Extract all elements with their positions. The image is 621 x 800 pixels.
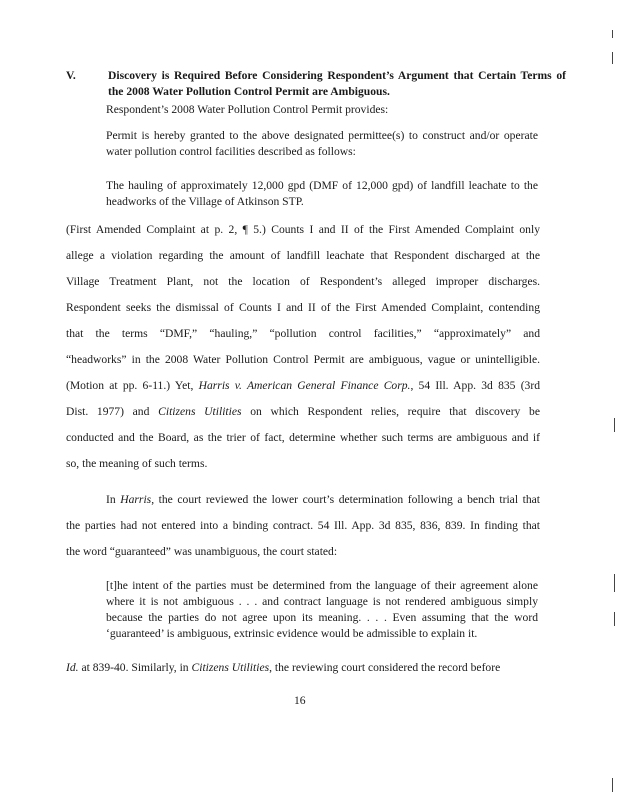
permit-intro: Respondent’s 2008 Water Pollution Control Permit provides: [106, 103, 389, 116]
final-mid: at 839-40. Similarly, in [78, 661, 192, 674]
para1-line-7 [66, 378, 540, 394]
citizens-utilities-final: Citizens Utilities [191, 661, 270, 674]
para1-line-2: allege a violation regarding the amount of landfill leachate that Respondent discharged at the [66, 249, 540, 262]
citizens-rest: on which Respondent relies, require that discovery be [241, 405, 540, 418]
para2-line-2: the parties had not entered into a binding contract. 54 Ill. App. 3d 835, 836, 839. In finding that [66, 519, 540, 532]
para1-line-9: conducted and the Board, as the trier of fact, determine whether such terms are ambiguous and if [66, 431, 540, 444]
scan-mark [612, 30, 613, 38]
para1-line-8 [66, 404, 540, 420]
dist-text: Dist. 1977) and [66, 405, 159, 418]
id-cite: Id. [66, 661, 79, 674]
harris-short: Harris [120, 493, 152, 506]
section-heading [66, 68, 566, 100]
para1-line-4: Respondent seeks the dismissal of Counts I and II of the First Amended Complaint, contending [66, 301, 540, 314]
harris-case-name: Harris v. American General Finance Corp. [198, 379, 411, 392]
scan-mark [612, 52, 613, 64]
para2-line-1 [106, 492, 540, 508]
para2-line-3: the word “guaranteed” was unambiguous, the court stated: [66, 545, 338, 558]
section-number: V. [66, 69, 76, 82]
harris-cite: , 54 Ill. App. 3d 835 (3rd [410, 379, 541, 392]
para1-line-5: that the terms “DMF,” “hauling,” “pollution control facilities,” “approximately” and [66, 327, 540, 340]
para2-post: , the court reviewed the lower court’s determination following a bench trial that [151, 493, 541, 506]
scan-mark [614, 574, 615, 592]
permit-quote-2: The hauling of approximately 12,000 gpd (DMF of 12,000 gpd) of landfill leachate to the headworks of the Village of Atkinson STP. [106, 179, 538, 208]
para2-pre: In [106, 493, 121, 506]
final-rest: , the reviewing court considered the record before [269, 661, 501, 674]
motion-cite: (Motion at pp. 6-11.) Yet, [66, 379, 199, 392]
final-line [66, 660, 540, 676]
section-title: Discovery is Required Before Considering Respondent’s Argument that Certain Terms of the 2008 Water Pollution Control Permit are Ambiguous. [108, 69, 566, 98]
para1-line-10: so, the meaning of such terms. [66, 457, 208, 470]
scan-mark [614, 612, 615, 626]
para1-line-1: (First Amended Complaint at p. 2, ¶ 5.) Counts I and II of the First Amended Complaint only [66, 223, 540, 236]
para1-line-3: Village Treatment Plant, not the location of Respondent’s alleged improper discharges. [66, 275, 540, 288]
scan-mark [614, 418, 615, 432]
block-quote: [t]he intent of the parties must be determined from the language of their agreement alone where it is not ambiguous . . . and contract language is not rendered ambiguous simply because the parties do not agree upon its meaning. . . . Even assuming that the word ‘guaranteed’ is ambiguous, extrinsic evidence would be admissible to explain it. [106, 579, 538, 640]
para1-line-6: “headworks” in the 2008 Water Pollution Control Permit are ambiguous, vague or unintelligible. [66, 353, 540, 366]
permit-quote-1: Permit is hereby granted to the above designated permittee(s) to construct and/or operate water pollution control facilities described as follows: [106, 129, 538, 158]
page-number: 16 [294, 694, 306, 707]
citizens-utilities-name: Citizens Utilities [158, 405, 242, 418]
scan-mark [612, 778, 613, 792]
